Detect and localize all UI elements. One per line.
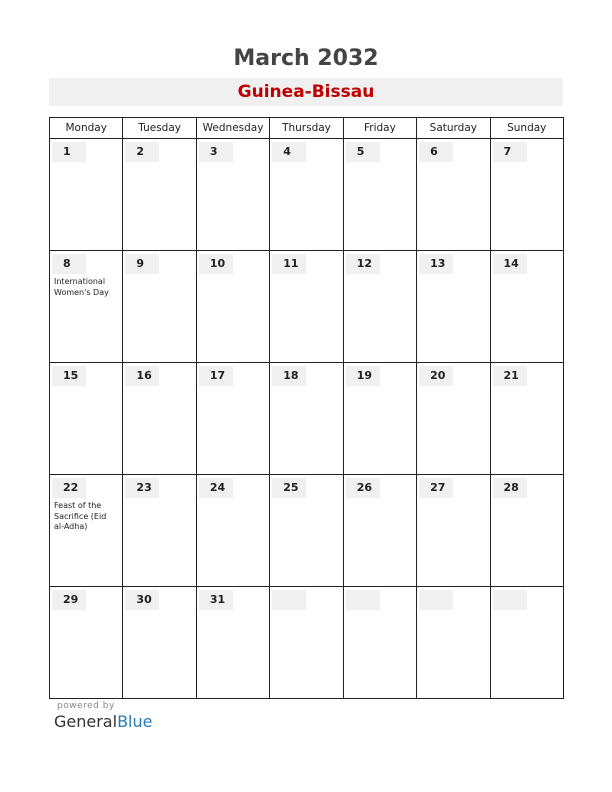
day-number <box>346 590 380 610</box>
day-cell <box>123 363 196 475</box>
day-number: 11 <box>272 254 306 274</box>
day-number: 9 <box>125 254 159 274</box>
day-number: 23 <box>125 478 159 498</box>
day-number: 20 <box>419 366 453 386</box>
day-cell <box>490 475 563 587</box>
holiday-label: International Women's Day <box>54 277 109 297</box>
weekday-header: Saturday <box>417 118 490 139</box>
day-cell <box>270 251 343 363</box>
day-cell <box>490 139 563 251</box>
day-number: 15 <box>52 366 86 386</box>
weekday-header-row <box>50 118 564 139</box>
day-number <box>419 590 453 610</box>
day-number: 3 <box>199 142 233 162</box>
week-row <box>50 139 564 251</box>
day-cell <box>50 587 123 699</box>
day-number: 25 <box>272 478 306 498</box>
day-cell <box>270 363 343 475</box>
day-cell <box>417 363 490 475</box>
day-number: 7 <box>493 142 527 162</box>
brand-blue: Blue <box>117 712 153 731</box>
country-name: Guinea-Bissau <box>49 78 563 106</box>
day-number: 18 <box>272 366 306 386</box>
day-cell <box>490 363 563 475</box>
weekday-header: Wednesday <box>196 118 269 139</box>
day-cell <box>490 251 563 363</box>
day-cell <box>123 587 196 699</box>
day-cell <box>343 139 416 251</box>
day-cell <box>270 475 343 587</box>
brand-general: General <box>54 712 118 731</box>
day-number: 22 <box>52 478 86 498</box>
day-cell <box>196 139 269 251</box>
week-row <box>50 363 564 475</box>
week-row <box>50 251 564 363</box>
day-cell <box>123 251 196 363</box>
week-row <box>50 587 564 699</box>
day-number: 10 <box>199 254 233 274</box>
day-cell <box>196 475 269 587</box>
weekday-header: Sunday <box>490 118 563 139</box>
day-cell <box>270 139 343 251</box>
weekday-header: Monday <box>50 118 123 139</box>
day-cell <box>343 475 416 587</box>
day-cell <box>343 251 416 363</box>
day-cell <box>196 587 269 699</box>
day-number: 16 <box>125 366 159 386</box>
day-cell <box>490 587 563 699</box>
day-cell <box>196 251 269 363</box>
day-number: 26 <box>346 478 380 498</box>
calendar-grid <box>49 117 564 699</box>
day-number: 29 <box>52 590 86 610</box>
day-cell <box>50 139 123 251</box>
day-cell <box>417 587 490 699</box>
day-number: 2 <box>125 142 159 162</box>
day-cell <box>417 139 490 251</box>
day-cell <box>123 475 196 587</box>
brand-logo[interactable] <box>54 712 152 731</box>
day-cell <box>270 587 343 699</box>
day-number: 19 <box>346 366 380 386</box>
day-number: 5 <box>346 142 380 162</box>
day-number: 31 <box>199 590 233 610</box>
day-number: 27 <box>419 478 453 498</box>
day-number: 6 <box>419 142 453 162</box>
day-cell <box>50 363 123 475</box>
day-number: 17 <box>199 366 233 386</box>
week-row <box>50 475 564 587</box>
weekday-header: Tuesday <box>123 118 196 139</box>
day-number: 14 <box>493 254 527 274</box>
weekday-header: Friday <box>343 118 416 139</box>
day-cell <box>343 587 416 699</box>
day-number: 8 <box>52 254 86 274</box>
day-number <box>272 590 306 610</box>
day-cell <box>417 251 490 363</box>
day-number: 13 <box>419 254 453 274</box>
day-number: 30 <box>125 590 159 610</box>
day-cell <box>50 251 123 363</box>
day-number <box>493 590 527 610</box>
day-cell <box>50 475 123 587</box>
day-cell <box>343 363 416 475</box>
day-number: 1 <box>52 142 86 162</box>
day-cell <box>417 475 490 587</box>
weekday-header: Thursday <box>270 118 343 139</box>
day-cell <box>123 139 196 251</box>
day-number: 12 <box>346 254 380 274</box>
powered-by-label: powered by <box>57 701 115 711</box>
day-number: 4 <box>272 142 306 162</box>
day-cell <box>196 363 269 475</box>
page-title: March 2032 <box>233 46 379 71</box>
day-number: 21 <box>493 366 527 386</box>
day-number: 28 <box>493 478 527 498</box>
holiday-label: Feast of the Sacrifice (Eid al-Adha) <box>54 501 107 531</box>
day-number: 24 <box>199 478 233 498</box>
